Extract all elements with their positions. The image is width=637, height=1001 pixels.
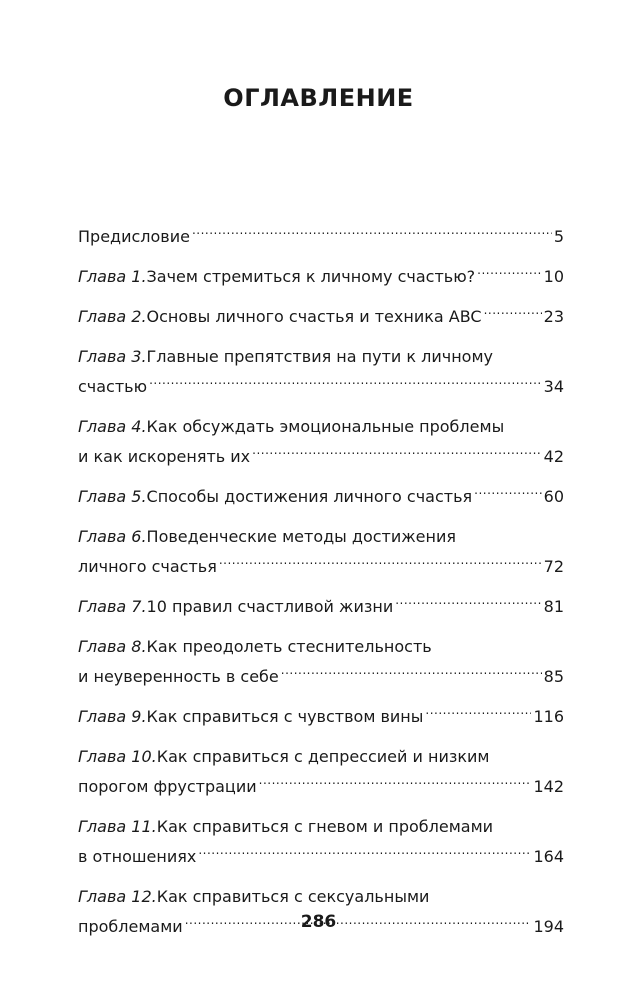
toc-entry <box>78 302 564 332</box>
toc-entry-line <box>78 412 564 442</box>
chapter-title: Как преодолеть стеснительность <box>146 637 432 656</box>
dot-leader <box>149 376 542 392</box>
toc-entry <box>78 262 564 292</box>
chapter-label: Глава 8. <box>78 637 147 656</box>
dot-leader <box>192 226 552 242</box>
toc-entry <box>78 222 564 252</box>
toc-page-number: 194 <box>533 917 564 936</box>
toc-entry <box>78 742 564 802</box>
chapter-label: Глава 1. <box>78 267 147 286</box>
chapter-title: проблемами <box>78 917 183 936</box>
toc-page-number: 72 <box>543 557 564 576</box>
toc-entry-line <box>78 522 564 552</box>
chapter-title: и как искоренять их <box>78 447 251 466</box>
toc-entry-line <box>78 442 564 472</box>
dot-leader <box>281 666 542 682</box>
dot-leader <box>252 446 542 462</box>
toc-entry-line <box>78 372 564 402</box>
chapter-label: Глава 3. <box>78 347 147 366</box>
toc-page-number: 42 <box>543 447 564 466</box>
chapter-label: Глава 7. <box>78 597 147 616</box>
chapter-title: Как справиться с гневом и проблемами <box>156 817 494 836</box>
toc-entry <box>78 412 564 472</box>
toc-page-number: 142 <box>533 777 564 796</box>
chapter-title: Поведенческие методы достижения <box>146 527 456 546</box>
toc-entry <box>78 702 564 732</box>
toc-entry-line <box>78 702 564 732</box>
chapter-title: Предисловие <box>78 227 190 246</box>
dot-leader <box>198 846 531 862</box>
chapter-title: Как справиться с депрессией и низким <box>156 747 490 766</box>
toc-page-number: 116 <box>533 707 564 726</box>
toc-page-number: 164 <box>533 847 564 866</box>
chapter-title: Как справиться с чувством вины <box>146 707 424 726</box>
chapter-title: Как справиться с сексуальными <box>156 887 430 906</box>
toc-entry-line <box>78 772 564 802</box>
toc-entry-line <box>78 592 564 622</box>
toc-page-number: 10 <box>543 267 564 286</box>
toc-entry-line <box>78 842 564 872</box>
toc-page-number: 5 <box>553 227 564 246</box>
toc-entry <box>78 342 564 402</box>
toc-entry-line <box>78 302 564 332</box>
chapter-label: Глава 2. <box>78 307 147 326</box>
toc-entry-line <box>78 632 564 662</box>
toc-entry-line <box>78 552 564 582</box>
dot-leader <box>259 776 532 792</box>
toc-entry-line <box>78 662 564 692</box>
toc-entry <box>78 522 564 582</box>
dot-leader <box>484 306 542 322</box>
chapter-title: и неуверенность в себе <box>78 667 279 686</box>
chapter-label: Глава 5. <box>78 487 147 506</box>
chapter-title: Как обсуждать эмоциональные проблемы <box>146 417 505 436</box>
dot-leader <box>395 596 541 612</box>
dot-leader <box>219 556 542 572</box>
dot-leader <box>425 706 531 722</box>
toc-entry <box>78 812 564 872</box>
chapter-title: Главные препятствия на пути к личному <box>146 347 493 366</box>
toc-page-number: 23 <box>543 307 564 326</box>
page-number: 286 <box>300 912 337 932</box>
toc-entry <box>78 632 564 692</box>
chapter-title: Зачем стремиться к личному счастью? <box>146 267 476 286</box>
chapter-title: счастью <box>78 377 148 396</box>
toc-entry-line <box>78 222 564 252</box>
toc-page-number: 85 <box>543 667 564 686</box>
chapter-label: Глава 12. <box>78 887 157 906</box>
toc-page-number: 81 <box>543 597 564 616</box>
dot-leader <box>477 266 541 282</box>
chapter-label: Глава 6. <box>78 527 147 546</box>
toc-entry-line <box>78 882 564 912</box>
toc-page-number: 60 <box>543 487 564 506</box>
toc-entry-line <box>78 342 564 372</box>
toc-entry-line <box>78 812 564 842</box>
table-of-contents <box>78 222 564 952</box>
chapter-label: Глава 9. <box>78 707 147 726</box>
toc-entry <box>78 482 564 512</box>
toc-entry <box>78 592 564 622</box>
chapter-title: 10 правил счастливой жизни <box>146 597 394 616</box>
chapter-title: в отношениях <box>78 847 197 866</box>
chapter-title: личного счастья <box>78 557 217 576</box>
chapter-title: Способы достижения личного счастья <box>146 487 473 506</box>
chapter-title: порогом фрустрации <box>78 777 257 796</box>
dot-leader <box>474 486 541 502</box>
chapter-label: Глава 4. <box>78 417 147 436</box>
page-title: ОГЛАВЛЕНИЕ <box>223 84 414 112</box>
toc-entry-line <box>78 262 564 292</box>
chapter-label: Глава 10. <box>78 747 157 766</box>
toc-entry-line <box>78 482 564 512</box>
toc-page-number: 34 <box>543 377 564 396</box>
chapter-title: Основы личного счастья и техника ABC <box>146 307 482 326</box>
toc-entry-line <box>78 742 564 772</box>
chapter-label: Глава 11. <box>78 817 157 836</box>
